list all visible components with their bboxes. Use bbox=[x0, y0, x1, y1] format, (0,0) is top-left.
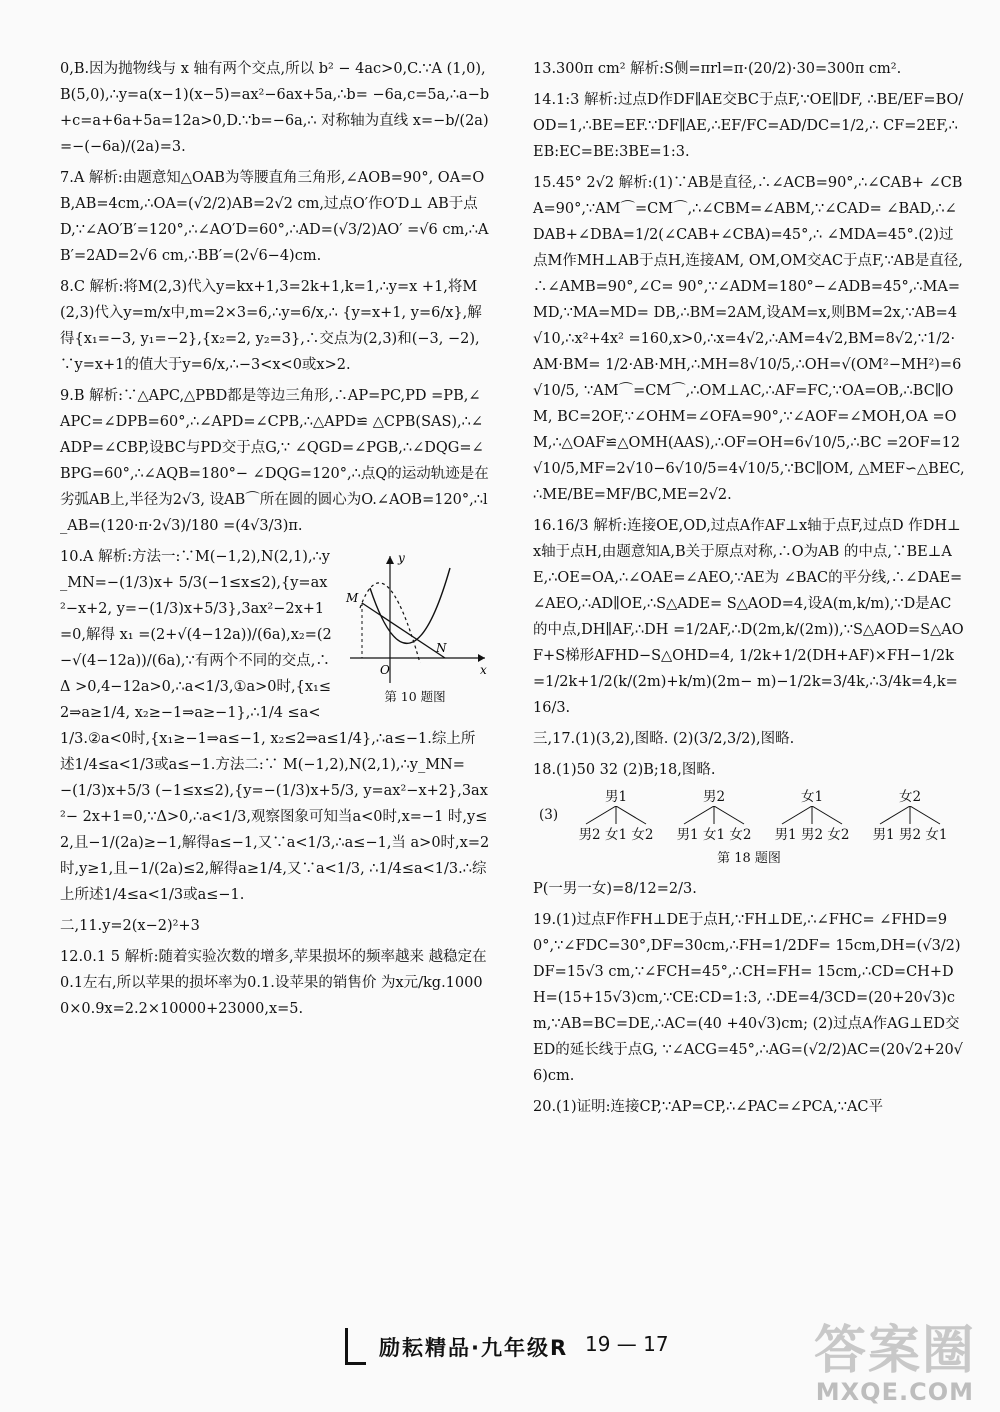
figure-10-graph bbox=[340, 548, 490, 688]
tree-leaf: 男1 bbox=[676, 827, 699, 843]
answer-19: 19.(1)过点F作FH⊥DE于点H,∵FH⊥DE,∴∠FHC= ∠FHD=90°,∵∠FDC=30°,DF=30cm,∴FH=1/2DF= 15cm,DH=(√3/2)DF=15√3 cm,∵∠FCH=45°,∴CH=FH= 15cm,∴CD=CH+DH=(15+15√3)cm,∵CE:CD=1:3, ∴DE=4/3CD=(20+20√3)cm,∵AB=BC=DE,∴AC=(40 +40√3)cm; (2)过点A作AG⊥ED交ED的延长线于点G, ∵∠ACG=45°,∴AG=(√2/2)AC=(20√2+20√6)cm. bbox=[533, 912, 963, 1084]
answer-18-probability: P(一男一女)=8/12=2/3. bbox=[533, 881, 697, 897]
page-number: 19 — 17 bbox=[585, 1332, 669, 1356]
tree-branches bbox=[576, 806, 656, 826]
tree-leaf: 男1 bbox=[872, 827, 895, 843]
tree-root: 女2 bbox=[898, 789, 922, 805]
answer-8: 8.C 解析:将M(2,3)代入y=kx+1,3=2k+1,k=1,∴y=x +1,将M(2,3)代入y=m/x中,m=2×3=6,∴y=6/x,∴ {y=x+1, y=6/x},解得{x₁=−3, y₁=−2},{x₂=2, y₂=3},∴交点为(2,3)和(−3, −2),∵y=x+1的值大于y=6/x,∴−3<x<0或x>2. bbox=[60, 279, 482, 373]
tree-group bbox=[865, 788, 955, 844]
tree-leaf: 女2 bbox=[729, 827, 752, 843]
answer-6-tail: 0,B.因为抛物线与 x 轴有两个交点,所以 b² − 4ac>0,C.∵A (1,0),B(5,0),∴y=a(x−1)(x−5)=ax²−6ax+5a,∴b= −6a,c=5a,∴a−b+c=a+6a+5a=12a>0,D.∵b=−6a,∴ 对称轴为直线 x=−b/(2a)=−(−6a)/(2a)=3. bbox=[60, 61, 490, 155]
tree-branches bbox=[674, 806, 754, 826]
tree-root: 男2 bbox=[702, 789, 726, 805]
tree-leaf: 男1 bbox=[774, 827, 797, 843]
segment-mn bbox=[362, 603, 445, 658]
tree-leaf: 女1 bbox=[702, 827, 726, 843]
answer-7: 7.A 解析:由题意知△OAB为等腰直角三角形,∠AOB=90°, OA=OB,AB=4cm,∴OA=(√2/2)AB=2√2 cm,过点O′作O′D⊥ AB于点D,∵∠AO′B′=120°,∴∠AO′D=60°,∴AD=(√3/2)AO′ =√6 cm,∴AB′=2AD=2√6 cm,∴BB′=(2√6−4)cm. bbox=[60, 170, 489, 264]
answer-16: 16.16/3 解析:连接OE,OD,过点A作AF⊥x轴于点F,过点D 作DH⊥x轴于点H,由题意知A,B关于原点对称,∴O为AB 的中点,∵BE⊥AE,∴OE=OA,∴∠OAE=∠AEO,∵AE为 ∠BAC的平分线,∴∠DAE=∠AEO,∴AD∥OE,∴S△ADE= S△AOD=4,设A(m,k/m),∵D是AC的中点,DH∥AF,∴DH =1/2AF,∴D(2m,k/(2m)),∵S△AOD=S△AOF+S梯形AFHD−S△OHD=4, 1/2k+1/2(DH+AF)×FH−1/2k=1/2k+1/2(k/(2m)+k/m)(2m− m)−1/2k=3/4k,∴3/4k=4,k=16/3. bbox=[533, 518, 964, 716]
y-label: y bbox=[398, 551, 405, 565]
answer-17: 三,17.(1)(3,2),图略. (2)(3/2,3/2),图略. bbox=[533, 731, 795, 747]
tree-label: (3) bbox=[539, 807, 559, 823]
tree-root: 男1 bbox=[604, 789, 628, 805]
answer-15: 15.45° 2√2 解析:(1)∵AB是直径,∴∠ACB=90°,∴∠CAB+ ∠CBA=90°,∵AM⌒=CM⌒,∴∠CBM=∠ABM,∵∠CAD= ∠BAD,∴∠DAB+∠DBA=1/2(∠CAB+∠CBA)=45°,∴ ∠MDA=45°.(2)过点M作MH⊥AB于点H,连接AM, OM,OM交AC于点F,∵AB是直径,∴∠AMB=90°,∠C= 90°,∵∠ADM=180°−∠ADB=45°,∴MA=MD,∵MA=MD= DB,∴BM=2AM,设AM=x,则BM=2x,∵AB=4√10,∴x²+4x² =160,x>0,∴x=4√2,∴AM=4√2,BM=8√2,∵1/2·AM·BM= 1/2·AB·MH,∴MH=8√10/5,∴OH=√(OM²−MH²)=6√10/5, ∵AM⌒=CM⌒,∴OM⊥AC,∴AF=FC,∵OA=OB,∴BC∥OM, BC=2OF,∵∠OHM=∠OFA=90°,∵∠AOF=∠MOH,OA =OM,∴△OAF≌△OMH(AAS),∴OF=OH=6√10/5,∴BC =2OF=12√10/5,MF=2√10−6√10/5=4√10/5,∵BC∥OM, △MEF∽△BEC,∴ME/BE=MF/BC,ME=2√2. bbox=[533, 175, 965, 503]
tree-root: 女1 bbox=[800, 789, 824, 805]
footer-title: 励耘精品·九年级R bbox=[379, 1336, 569, 1360]
watermark-logo bbox=[722, 1300, 982, 1410]
x-axis-arrow bbox=[478, 654, 485, 662]
y-axis-arrow bbox=[386, 556, 394, 564]
m-label: M bbox=[346, 591, 359, 605]
tree-caption: 第 18 题图 bbox=[717, 851, 781, 866]
answer-13: 13.300π cm² 解析:S侧=πrl=π·(20/2)·30=300π cm². bbox=[533, 61, 902, 77]
footer-bracket-icon bbox=[345, 1328, 366, 1365]
figure-10-caption: 第 10 题图 bbox=[384, 689, 446, 704]
answer-9: 9.B 解析:∵△APC,△PBD都是等边三角形,∴AP=PC,PD =PB,∠APC=∠DPB=60°,∴∠APD=∠CPB,∴△APD≌ △CPB(SAS),∴∠ADP=∠CBP,设BC与PD交于点G,∵ ∠QGD=∠PGB,∴∠DQG=∠BPG=60°,∴∠AQB=180°− ∠DQG=120°,∴点Q的运动轨迹是在劣弧AB上,半径为2√3, 设AB⌒所在圆的圆心为O.∠AOB=120°,∴l_AB=(120·π·2√3)/180 =(4√3/3)π. bbox=[60, 388, 489, 534]
answer-11: 二,11.y=2(x−2)²+3 bbox=[60, 918, 200, 934]
parabola-solid bbox=[370, 568, 450, 643]
answer-12: 12.0.1 5 解析:随着实验次数的增多,苹果损坏的频率越来 越稳定在0.1左右,所以苹果的损坏率为0.1.设苹果的销售价 为x元/kg.10000×0.9x=2.2×10000+23000,x=5. bbox=[60, 949, 487, 1017]
x-label: x bbox=[480, 663, 487, 677]
right-column bbox=[533, 56, 965, 1125]
figure-10 bbox=[340, 548, 490, 706]
tree-group bbox=[669, 788, 759, 844]
left-column bbox=[60, 56, 490, 1027]
page-footer bbox=[335, 1320, 675, 1370]
tree-diagram bbox=[533, 788, 965, 844]
tree-leaf: 男2 bbox=[578, 827, 601, 843]
tree-group bbox=[571, 788, 661, 844]
tree-leaf: 女1 bbox=[925, 827, 948, 843]
watermark-url: MXQE.COM bbox=[815, 1378, 974, 1406]
answer-14: 14.1:3 解析:过点D作DF∥AE交BC于点F,∵OE∥DF, ∴BE/EF=BO/OD=1,∴BE=EF.∵DF∥AE,∴EF/FC=AD/DC=1/2,∴ CF=2EF,∴EB:EC=BE:3BE=1:3. bbox=[533, 92, 964, 160]
tree-group bbox=[767, 788, 857, 844]
tree-leaf: 女2 bbox=[827, 827, 850, 843]
watermark-text: 答案圈 bbox=[813, 1321, 976, 1381]
tree-branches bbox=[870, 806, 950, 826]
tree-leaf: 女1 bbox=[604, 827, 628, 843]
answer-20: 20.(1)证明:连接CP,∵AP=CP,∴∠PAC=∠PCA,∵AC平 bbox=[533, 1099, 884, 1115]
origin-label: O bbox=[380, 663, 390, 677]
tree-branches bbox=[772, 806, 852, 826]
tree-leaf: 女2 bbox=[631, 827, 654, 843]
tree-leaf: 男2 bbox=[898, 827, 922, 843]
answer-18: 18.(1)50 32 (2)B;18,图略. bbox=[533, 762, 716, 778]
tree-leaf: 男2 bbox=[800, 827, 824, 843]
n-label: N bbox=[436, 641, 447, 655]
answer-10: 10.A 解析:方法一:∵M(−1,2),N(2,1),∴y_MN=−(1/3)x+ 5/3(−1≤x≤2),{y=ax²−x+2, y=−(1/3)x+5/3},3ax²−2x+1=0,解得 x₁ =(2+√(4−12a))/(6a),x₂=(2−√(4−12a))/(6a),∵有两个不同的交点,∴Δ >0,4−12a>0,∴a<1/3,①a>0时,{x₁≤2⇒a≥1/4, x₂≥−1⇒a≥−1},∴1/4 ≤a<1/3.②a<0时,{x₁≥−1⇒a≤−1, x₂≤2⇒a≤1/4},∴a≤−1.综上所 述1/4≤a<1/3或a≤−1.方法二:∵ M(−1,2),N(2,1),∴y_MN=−(1/3)x+5/3 (−1≤x≤2),{y=−(1/3)x+5/3, y=ax²−x+2},3ax²− 2x+1=0,∵Δ>0,∴a<1/3,观察图象可知当a<0时,x=−1 时,y≤2,且−1/(2a)≥−1,解得a≤−1,又∵a<1/3,∴a≤−1,当 a>0时,x=2时,y≥1,且−1/(2a)≤2,解得a≥1/4,又∵a<1/3, ∴1/4≤a<1/3.∴综上所述1/4≤a<1/3或a≤−1. bbox=[60, 549, 490, 903]
